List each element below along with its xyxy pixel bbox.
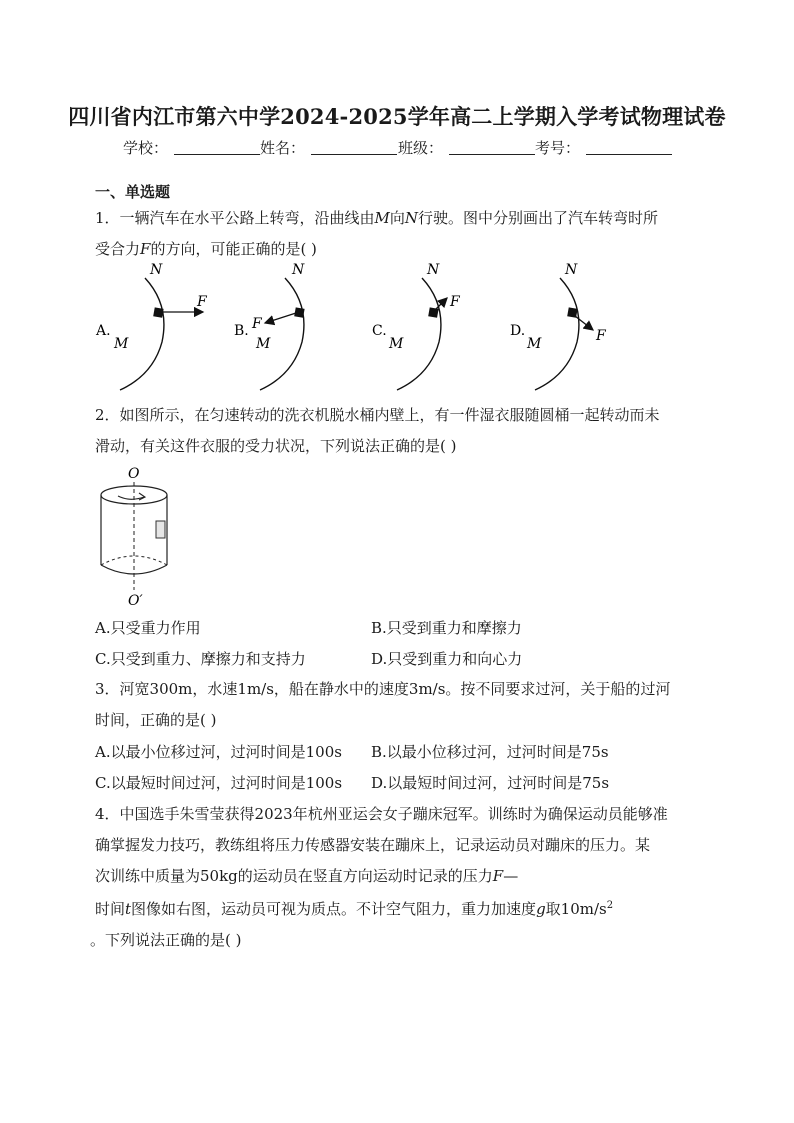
q2-axis-top-label: O (128, 466, 140, 482)
q4-line4: 时间t图像如右图，运动员可视为质点。不计空气阻力，重力加速度g取$10m/s^2$ (95, 900, 614, 918)
q3-option-c[interactable]: C.以最短时间过河，过河时间是100s (95, 774, 343, 792)
q1-line1: 1．一辆汽车在水平公路上转弯，沿曲线由M向N行驶。图中分别画出了汽车转弯时所 (95, 209, 659, 227)
q4-line5: 。下列说法正确的是( ) (90, 931, 242, 949)
q1-option-b-label: B. (234, 323, 249, 339)
name-blank[interactable] (311, 140, 397, 155)
q3-line2: 时间，正确的是( ) (95, 711, 217, 729)
q1-option-a-figure[interactable] (95, 262, 208, 390)
q1-option-c-figure[interactable] (372, 262, 461, 390)
q1-c-f-label: F (450, 294, 460, 310)
page-title: 四川省内江市第六中学2024-2025学年高二上学期入学考试物理试卷 (68, 104, 726, 129)
q1-a-m-label: M (114, 336, 129, 352)
q1-figures (90, 260, 650, 395)
q2-axis-bottom-label: O′ (128, 593, 143, 609)
q1-line2: 受合力F的方向，可能正确的是( ) (95, 240, 317, 258)
q4-line1: 4．中国选手朱雪莹获得2023年杭州亚运会女子蹦床冠军。训练时为确保运动员能够准 (95, 805, 668, 823)
info-name: 姓名： (260, 137, 397, 158)
q1-option-d-figure[interactable] (510, 262, 607, 390)
q1-d-m-label: M (527, 336, 542, 352)
q1-option-d-label: D. (510, 323, 526, 339)
q1-d-f-label: F (596, 328, 606, 344)
q3-line1: 3．河宽300m，水速1m/s，船在静水中的速度3m/s。按不同要求过河，关于船的过河 (95, 680, 671, 698)
q1-b-n-label: N (292, 262, 305, 278)
q3-option-d[interactable]: D.以最短时间过河，过河时间是75s (371, 774, 610, 792)
number-blank[interactable] (586, 140, 672, 155)
info-number: 考号： (535, 137, 672, 158)
q1-option-c-label: C. (372, 323, 387, 339)
q3-option-a[interactable]: A.以最小位移过河，过河时间是100s (95, 743, 342, 761)
q1-c-m-label: M (389, 336, 404, 352)
info-school: 学校： (123, 137, 260, 158)
q2-option-c[interactable]: C.只受到重力、摩擦力和支持力 (95, 650, 306, 668)
info-class: 班级： (398, 137, 535, 158)
q1-a-n-label: N (150, 262, 163, 278)
q1-c-n-label: N (427, 262, 440, 278)
section-heading: 一、单选题 (95, 183, 171, 201)
q1-option-b-figure[interactable] (234, 262, 305, 390)
q4-line2: 确掌握发力技巧，教练组将压力传感器安装在蹦床上，记录运动员对蹦床的压力。某 (95, 836, 651, 854)
q3-option-b[interactable]: B.以最小位移过河，过河时间是75s (371, 743, 609, 761)
q4-line3: 次训练中质量为50kg的运动员在竖直方向运动时记录的压力F— (95, 867, 519, 885)
q2-line1: 2．如图所示，在匀速转动的洗衣机脱水桶内壁上，有一件湿衣服随圆桶一起转动而未 (95, 406, 660, 424)
q2-option-a[interactable]: A.只受重力作用 (95, 619, 201, 637)
q1-a-f-label: F (197, 294, 207, 310)
class-blank[interactable] (449, 140, 535, 155)
q1-b-m-label: M (256, 336, 271, 352)
q2-drum-figure (90, 462, 180, 610)
clothes-piece (156, 521, 165, 538)
q1-d-n-label: N (565, 262, 578, 278)
q1-option-a-label: A. (96, 323, 111, 339)
q2-option-d[interactable]: D.只受到重力和向心力 (371, 650, 523, 668)
q1-b-f-label: F (252, 316, 262, 332)
q2-option-b[interactable]: B.只受到重力和摩擦力 (371, 619, 522, 637)
q2-line2: 滑动，有关这件衣服的受力状况，下列说法正确的是( ) (95, 437, 457, 455)
school-blank[interactable] (174, 140, 260, 155)
